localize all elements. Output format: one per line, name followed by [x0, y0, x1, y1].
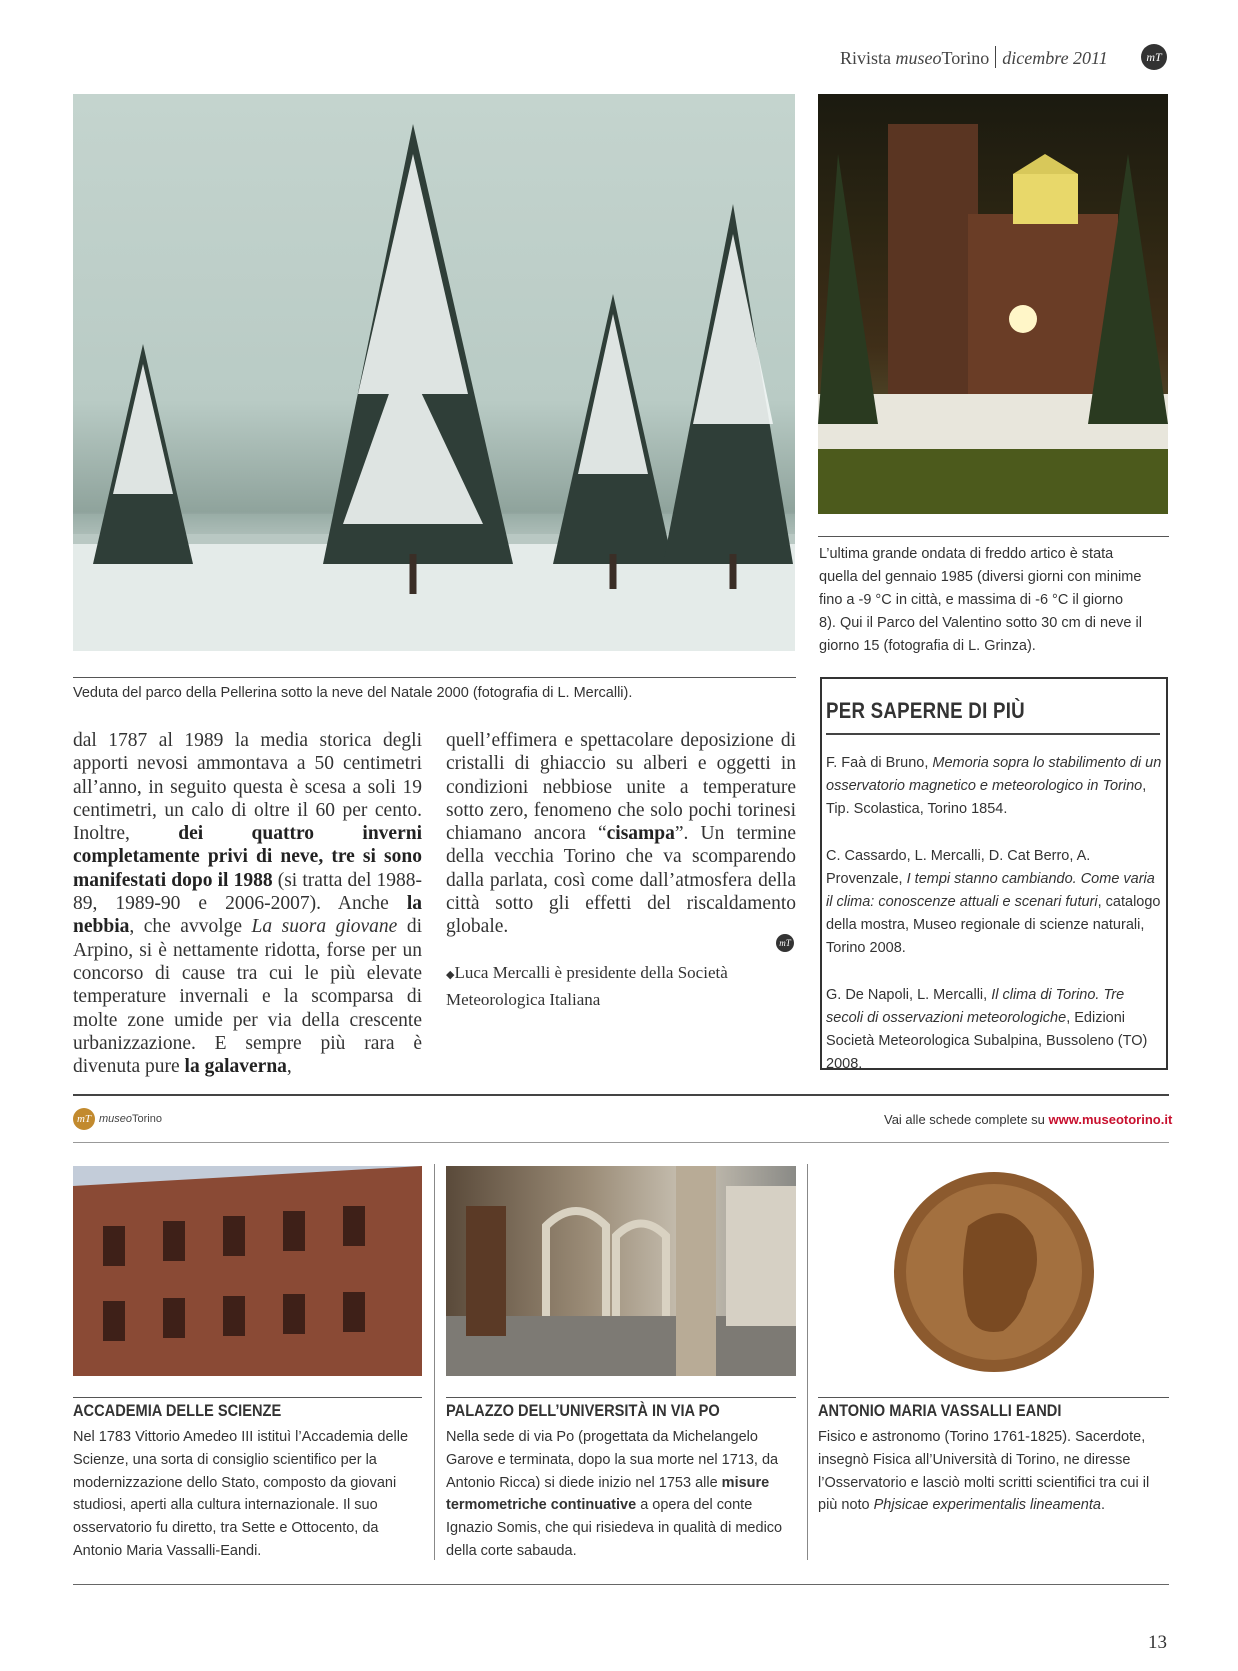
- article-text: ”. Un termine della vecchia Torino che va scomparendo dalla parlata, così come dall’atmosfera della città sotto gli effetti del riscaldamento globale.: [446, 823, 796, 938]
- card-divider: [73, 1397, 422, 1398]
- castle-night-illustration: [818, 94, 1168, 514]
- caption-divider-main: [73, 677, 796, 678]
- reference-title: Il clima di Torino. Tre secoli di osservazioni meteorologiche: [826, 987, 1125, 1026]
- article-bold: la galaverna: [184, 1056, 287, 1078]
- museotorino-brand: [99, 1113, 162, 1125]
- card-text: .: [1100, 1497, 1105, 1514]
- article-text: , che avvolge: [129, 916, 252, 938]
- card-text-italic: Phjsicae experimentalis lineamenta: [873, 1497, 1101, 1514]
- article-bold: la nebbia: [73, 893, 422, 938]
- reference-author: F. Faà di Bruno,: [826, 755, 933, 771]
- photo-accademia-delle-scienze: [73, 1166, 422, 1376]
- caption-side-line: giorno 15 (fotografia di L. Grinza).: [819, 638, 1036, 654]
- bronze-medal-illustration: [818, 1166, 1168, 1376]
- article-italic: La suora giovane: [251, 916, 398, 938]
- caption-side-photo: [819, 543, 1179, 658]
- photo-vassalli-eandi-medal: [818, 1166, 1168, 1376]
- arcade-courtyard-illustration: [446, 1166, 796, 1376]
- reference-publisher: , catalogo della mostra, Museo regionale di scienze naturali, Torino 2008.: [826, 894, 1161, 956]
- reference-item: [826, 752, 1162, 821]
- card-column-divider: [807, 1164, 808, 1560]
- card-text-accademia: Nel 1783 Vittorio Amedeo III istituì l’Accademia delle Scienze, una sorta di consiglio scientifico per la modernizzazione dello Stato, composto da giovani studiosi, aperti alla cultura internazionale. Il suo osservatorio fu diretto, tra Sette e Ottocento, da Antonio Maria Vassalli-Eandi.: [73, 1429, 409, 1559]
- article-text: dal 1787 al 1989 la media storica degli apporti nevosi ammontava a 50 centimetri all’anno, in seguito questa è scesa a soli 19 centimetri, un calo di oltre il 60 per cento. Inoltre,: [73, 730, 422, 845]
- card-text-vassalli: [818, 1426, 1168, 1517]
- brick-facade-illustration: [73, 1166, 422, 1376]
- end-of-article-logo-icon: mT: [776, 934, 794, 952]
- article-text: ,: [286, 1056, 292, 1078]
- reference-title: I tempi stanno cambiando. Come varia il clima: conoscenze attuali e scenari futuri: [826, 871, 1155, 910]
- card-text-bold: misure termometriche continuative: [446, 1474, 770, 1514]
- author-note-text: Luca Mercalli è presidente della Società Meteorologica Italiana: [446, 963, 728, 1009]
- strip-link-line: [884, 1112, 1172, 1127]
- article-text: quell’effimera e spettacolare deposizione di cristalli di ghiaccio su alberi e oggetti in condizioni nebbiose unite a temperature sotto zero, fenomeno che solo pochi torinesi chiamano ancora “: [446, 730, 796, 845]
- header-date: dicembre 2011: [1002, 48, 1108, 68]
- card-divider: [818, 1397, 1169, 1398]
- reference-title: Memoria sopra lo stabilimento di un osservatorio magnetico e meteorologico in Torino: [826, 755, 1162, 794]
- caption-side-line: 8). Qui il Parco del Valentino sotto 30 cm di neve il: [819, 615, 1142, 631]
- strip-bottom-rule: [73, 1142, 1169, 1143]
- caption-divider-side: [818, 536, 1169, 537]
- photo-valentino-castle-snow: [818, 94, 1168, 514]
- footer-rule: [73, 1584, 1169, 1585]
- caption-main-photo: Veduta del parco della Pellerina sotto la neve del Natale 2000 (fotografia di L. Mercalli).: [73, 685, 633, 701]
- strip-top-rule: [73, 1094, 1169, 1096]
- article-bold: cisampa: [606, 823, 675, 845]
- running-header: [840, 46, 1108, 69]
- museotorino-website-link[interactable]: www.museotorino.it: [1048, 1112, 1173, 1127]
- reference-item: [826, 845, 1162, 960]
- card-text: Nella sede di via Po (progettata da Michelangelo Garove e terminata, dopo la sua morte nel 1713, da Antonio Ricca) si diede inizio nel 1753 alle: [446, 1429, 779, 1491]
- brand-torino: Torino: [132, 1113, 162, 1125]
- author-diamond-icon: ◆: [446, 969, 455, 981]
- reference-publisher: , Edizioni Società Meteorologica Subalpina, Bussoleno (TO) 2008.: [826, 1010, 1148, 1072]
- card-title-palazzo: PALAZZO DELL’UNIVERSITÀ IN VIA PO: [446, 1401, 720, 1420]
- reference-item: [826, 984, 1162, 1076]
- reference-author: C. Cassardo, L. Mercalli, D. Cat Berro, A. Provenzale,: [826, 848, 1091, 887]
- header-magazine-museo: museo: [895, 48, 942, 68]
- card-text-palazzo: [446, 1426, 796, 1563]
- card-text: Fisico e astronomo (Torino 1761-1825). Sacerdote, insegnò Fisica all’Università di Torino, ne diresse l’Osservatorio e lasciò molti scritti scientifici tra cui il più noto: [818, 1429, 1150, 1514]
- photo-pellerina-park-snow: [73, 94, 795, 651]
- card-title-vassalli: ANTONIO MARIA VASSALLI EANDI: [818, 1401, 1062, 1420]
- card-text: a opera del conte Ignazio Somis, che qui risiedeva in qualità di medico della corte sabauda.: [446, 1497, 783, 1559]
- museotorino-logo-icon: mT: [1141, 44, 1167, 70]
- strip-link-prefix: Vai alle schede complete su: [884, 1112, 1049, 1127]
- reference-author: G. De Napoli, L. Mercalli,: [826, 987, 992, 1003]
- further-reading-title-rule: [826, 733, 1160, 735]
- article-column-1: [73, 729, 422, 1078]
- snowy-trees-illustration: [73, 94, 795, 651]
- author-note: [446, 961, 796, 1011]
- article-text: di Arpino, si è nettamente ridotta, forse per un concorso di cause tra cui le più elevate temperature invernali e la scomparsa di molte zone umide per via della crescente urbanizzazione. E sempre più rara è divenuta pure: [73, 916, 422, 1078]
- caption-side-line: quella del gennaio 1985 (diversi giorni con minime: [819, 569, 1142, 585]
- header-magazine-torino: Torino: [941, 48, 990, 68]
- article-column-2: [446, 729, 796, 939]
- further-reading-title: PER SAPERNE DI PIÙ: [826, 698, 1025, 723]
- card-divider: [446, 1397, 796, 1398]
- museotorino-strip-logo-icon: mT: [73, 1108, 95, 1130]
- article-bold: dei quattro inverni completamente privi di neve, tre si sono manifestati dopo il 1988: [73, 823, 423, 891]
- photo-palazzo-universita: [446, 1166, 796, 1376]
- caption-side-line: fino a -9 °C in città, e massima di -6 °C il giorno: [819, 592, 1124, 608]
- reference-publisher: , Tip. Scolastica, Torino 1854.: [826, 778, 1147, 817]
- header-separator: [995, 46, 996, 68]
- page-number: 13: [1148, 1632, 1167, 1653]
- caption-side-line: L’ultima grande ondata di freddo artico è stata: [819, 546, 1114, 562]
- article-text: (si tratta del 1988-89, 1989-90 e 2006-2007). Anche: [73, 869, 422, 915]
- header-magazine-prefix: Rivista: [840, 48, 896, 68]
- card-title-accademia: ACCADEMIA DELLE SCIENZE: [73, 1401, 282, 1420]
- brand-museo: museo: [99, 1113, 133, 1125]
- card-column-divider: [434, 1164, 435, 1560]
